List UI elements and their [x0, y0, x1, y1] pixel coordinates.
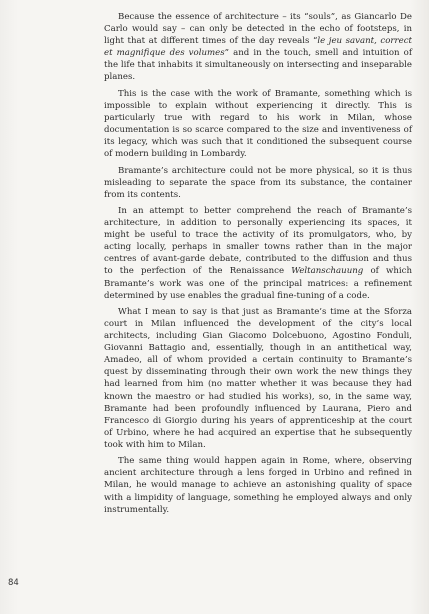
paragraph: [104, 455, 412, 515]
text-run: ” and in the touch, smell and intuition of the life that inhabits it simultaneously on intersecting and inseparable planes.: [104, 48, 412, 83]
text-run: In an attempt to better comprehend the reach of Bramante’s architecture, in addition to personally experiencing its spaces, it might be useful to trace the activity of its promulgators, who, by acting locally, perhaps in smaller towns rather than in the major centres of avant-garde debate, contributed to the diffusion and thus to the perfection of the Renaissance: [104, 205, 412, 277]
text-run: of which Bramante’s work was one of the principal matrices: a refinement determined by use enables the gradual fine-tuning of a code.: [104, 266, 412, 301]
body-text: [104, 11, 412, 520]
paragraph: [104, 165, 412, 201]
text-run: Bramante’s architecture could not be more physical, so it is thus misleading to separate the space from its substance, the container from its contents.: [104, 165, 412, 200]
paragraph: [104, 11, 412, 84]
paragraph: [104, 205, 412, 302]
text-run: What I mean to say is that just as Bramante’s time at the Sforza court in Milan influenced the development of the city’s local architects, including Gian Giacomo Dolcebuono, Agostino Fonduli, Giovanni Battagio and, essentially, though in an antithetical way, Amadeo, all of whom provided a certain continuity to Bramante’s quest by disseminating through their own work the new things they had learned from him (no matter whether it was because they had known the maestro or had studied his works), so, in the same way, Bramante had been profoundly influenced by Laurana, Piero and Francesco di Giorgio during his years of apprenticeship at the court of Urbino, where he had acquired an expertise that he subsequently took with him to Milan.: [104, 306, 412, 450]
text-run: This is the case with the work of Bramante, something which is impossible to explain without experiencing it directly. This is particularly true with regard to his work in Milan, whose documentation is so scarce compared to the size and inventiveness of its legacy, which was such that it conditioned the subsequent course of modern building in Lombardy.: [104, 88, 412, 160]
text-run: Because the essence of architecture – its “souls”, as Giancarlo De Carlo would say – can only be detected in the echo of footsteps, in light that at different times of the day reveals “: [104, 12, 412, 47]
italic-term: Weltanschauung: [291, 266, 364, 277]
page-number: 84: [8, 578, 19, 588]
text-run: The same thing would happen again in Rome, where, observing ancient architecture through a lens forged in Urbino and refined in Milan, he would manage to achieve an astonishing quality of space with a limpidity of language, something he employed always and only instrumentally.: [104, 456, 412, 515]
paragraph: [104, 306, 412, 451]
italic-quote: le jeu savant, correct et magnifique des volumes: [104, 36, 412, 59]
paragraph: [104, 88, 412, 161]
